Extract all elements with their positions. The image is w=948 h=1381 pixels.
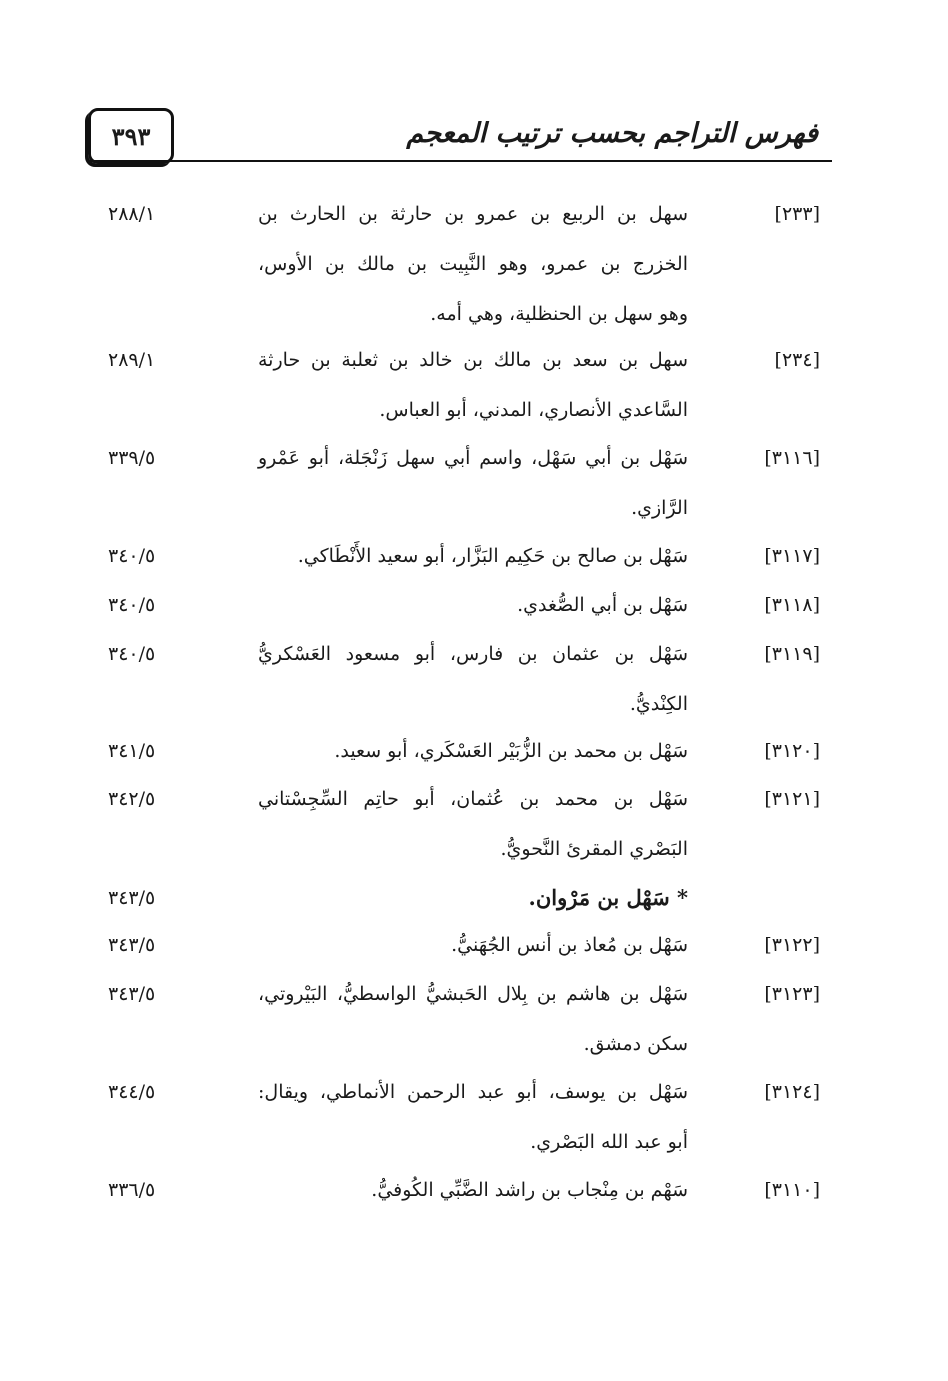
entry-text-line: الكِنْديُّ.	[629, 693, 688, 715]
entry-text-line: سهل بن سعد بن مالك بن خالد بن ثعلبة بن حارثة	[258, 349, 688, 371]
entry-text-line: سكن دمشق.	[583, 1033, 688, 1055]
entry-text-line: الرَّازي.	[631, 497, 688, 519]
entry-number: [٣١١٩]	[764, 643, 820, 665]
entry-text-line: البَصْري المقرئ النَّحويُّ.	[500, 838, 688, 860]
entry-reference	[108, 340, 198, 380]
entry-reference-value: ٣٤٣/٥	[108, 887, 156, 909]
entry-text-line: سَهْم بن مِنْجاب بن راشد الضَّبِّي الكُوفيُّ.	[371, 1179, 688, 1201]
entry-reference	[108, 1170, 198, 1210]
entry-number: [٣١٢١]	[764, 788, 820, 810]
entry-text-line: سَهْل بن هاشم بن بِلال الحَبشيُّ الواسطيُّ، البَيْروتي،	[258, 983, 688, 1005]
entry-reference	[108, 634, 198, 674]
entry-reference	[108, 779, 198, 819]
entry-number: [٣١١٧]	[764, 545, 820, 567]
entry-text-line: سهل بن الربيع بن عمرو بن حارثة بن الحارث بن	[258, 203, 688, 225]
entry-text-line: سَهْل بن مُعاذ بن أنس الجُهَنيُّ.	[451, 934, 688, 956]
entry-number: [٢٣٤]	[774, 349, 820, 371]
entry-reference-value: ٣٤٣/٥	[108, 983, 156, 1005]
entry-text-line: وهو سهل بن الحنظلية، وهي أمه.	[430, 303, 688, 325]
entry-number: [٣١٢٢]	[764, 934, 820, 956]
entry-reference	[108, 536, 198, 576]
entry-text-line: سَهْل بن محمد بن عُثمان، أبو حاتِم السِّجِسْتاني	[258, 788, 688, 810]
entry-text-line: سَهْل بن محمد بن الزُّبَيْر العَسْكَري، أبو سعيد.	[334, 740, 688, 762]
entry-reference	[108, 731, 198, 771]
entry-reference	[108, 878, 198, 918]
entry-number: [٢٣٣]	[774, 203, 820, 225]
entry-reference	[108, 438, 198, 478]
entry-reference-value: ٢٨٩/١	[108, 349, 156, 371]
entry-text-line: سَهْل بن صالح بن حَكِيم البَزَّار، أبو سعيد الأَنْطَاكي.	[297, 545, 688, 567]
entry-reference-value: ٣٣٩/٥	[108, 447, 156, 469]
page-number: ٣٩٣	[88, 108, 174, 164]
entry-number: [٣١٢٣]	[764, 983, 820, 1005]
entry-reference-value: ٣٤٠/٥	[108, 545, 156, 567]
entry-text-line: أبو عبد الله البَصْري.	[530, 1131, 688, 1153]
entry-reference-value: ٣٤٠/٥	[108, 643, 156, 665]
entry-reference	[108, 194, 198, 234]
entry-reference	[108, 585, 198, 625]
entry-number: [٣١١٦]	[764, 447, 820, 469]
entry-reference-value: ٣٤١/٥	[108, 740, 156, 762]
entry-reference-value: ٣٣٦/٥	[108, 1179, 156, 1201]
entry-text-line: * سَهْل بن مَرْوان.	[528, 885, 688, 910]
entry-text-line: الخزرج بن عمرو، وهو النَّبِيت بن مالك بن الأوس،	[258, 253, 688, 275]
entry-reference	[108, 1072, 198, 1112]
entry-number: [٣١٢٤]	[764, 1081, 820, 1103]
entry-text-line: سَهْل بن أبي الصُّغدي.	[517, 594, 688, 616]
entry-number: [٣١١٨]	[764, 594, 820, 616]
entry-text-line: سَهْل بن أبي سَهْل، واسم أبي سهل زَنْجَلة، أبو عَمْرو	[258, 447, 688, 469]
entry-reference-value: ٣٤٠/٥	[108, 594, 156, 616]
entry-text-line: سَهْل بن عثمان بن فارس، أبو مسعود العَسْكريُّ	[258, 643, 688, 665]
entry-reference-value: ٣٤٤/٥	[108, 1081, 156, 1103]
entry-reference	[108, 925, 198, 965]
entry-reference-value: ٢٨٨/١	[108, 203, 156, 225]
entry-number: [٣١١٠]	[764, 1179, 820, 1201]
entry-reference-value: ٣٤٣/٥	[108, 934, 156, 956]
entry-text-line: سَهْل بن يوسف، أبو عبد الرحمن الأنماطي، ويقال:	[258, 1081, 688, 1103]
running-title: فهرس التراجم بحسب ترتيب المعجم	[406, 118, 818, 149]
entry-reference	[108, 974, 198, 1014]
entry-text-line: السَّاعدي الأنصاري، المدني، أبو العباس.	[379, 399, 688, 421]
entry-reference-value: ٣٤٢/٥	[108, 788, 156, 810]
entry-number: [٣١٢٠]	[764, 740, 820, 762]
